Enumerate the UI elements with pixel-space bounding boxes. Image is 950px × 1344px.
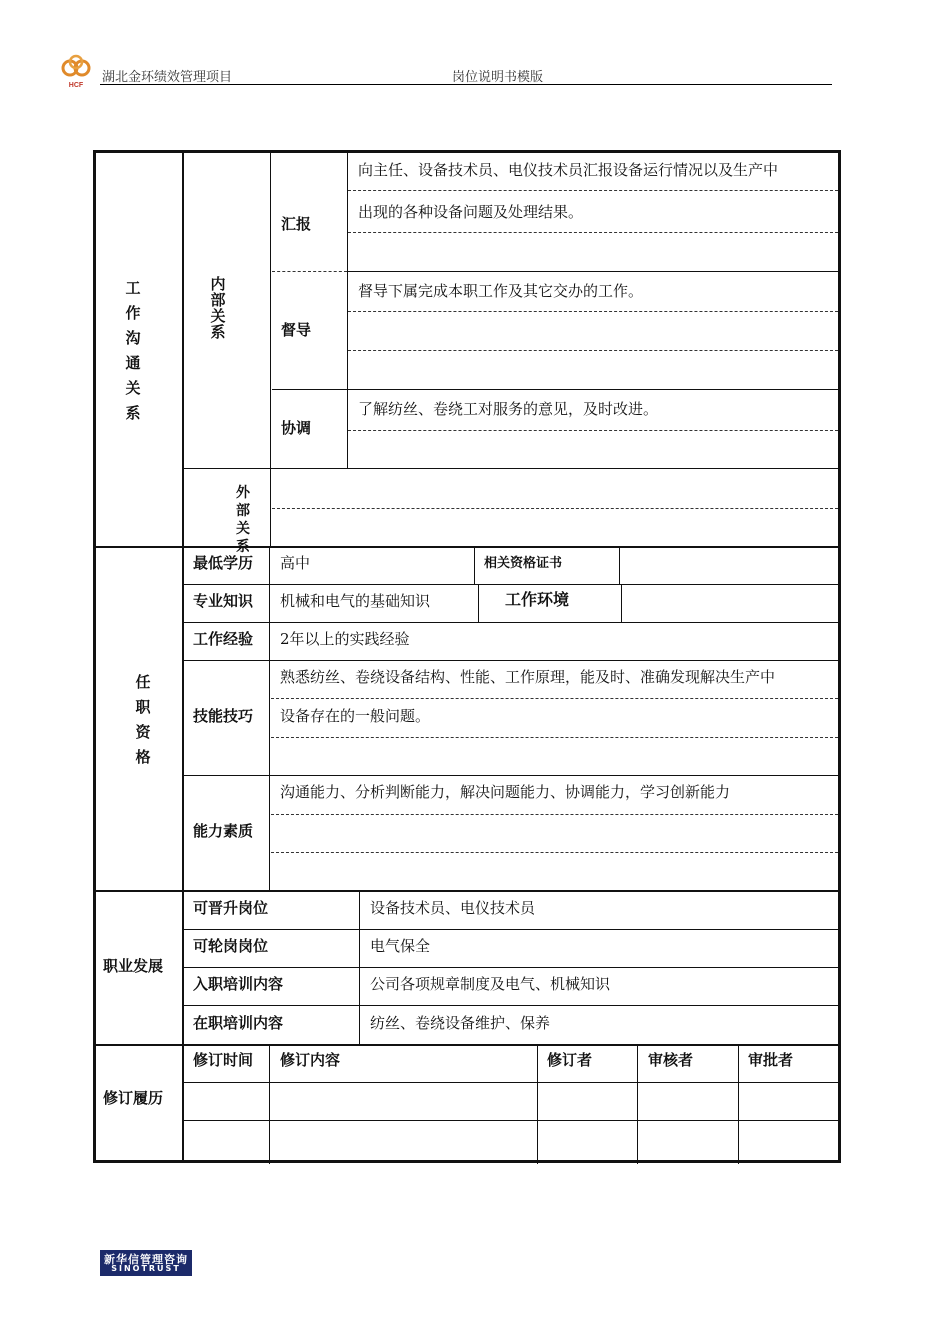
entry-training-label: 入职培训内容 [193,975,284,993]
promotion-label: 可晋升岗位 [193,899,269,917]
external-relations-label: 外部关系 [236,485,250,555]
hcf-logo [58,54,94,90]
knowledge-label: 专业知识 [193,592,254,610]
revision-section-label: 修订履历 [103,1089,164,1107]
revision-col-time: 修订时间 [193,1051,254,1069]
report-text-1: 向主任、设备技术员、电仪技术员汇报设备运行情况以及生产中 [358,161,779,179]
certificate-label: 相关资格证书 [484,556,563,571]
onjob-training-label: 在职培训内容 [193,1014,284,1032]
project-name: 湖北金环绩效管理项目 [102,70,233,85]
rotation-label: 可轮岗岗位 [193,937,269,955]
skills-label: 技能技巧 [193,707,254,725]
entry-training-value: 公司各项规章制度及电气、机械知识 [370,975,611,993]
skills-text-1: 熟悉纺丝、卷绕设备结构、性能、工作原理，能及时、准确发现解决生产中 [280,668,776,686]
supervise-label: 督导 [281,321,312,339]
work-environment-label: 工作环境 [505,590,570,609]
qualification-section-label: 任职资格 [135,673,151,766]
logo-text: HCF [68,82,84,89]
internal-relations-label: 内部关系 [210,275,226,341]
promotion-value: 设备技术员、电仪技术员 [370,899,536,917]
communication-section-label: 工作沟通关系 [125,279,141,422]
skills-text-2: 设备存在的一般问题。 [280,707,431,725]
education-value: 高中 [280,554,311,572]
experience-label: 工作经验 [193,630,254,648]
report-text-2: 出现的各种设备问题及处理结果。 [358,203,584,221]
revision-col-content: 修订内容 [280,1051,341,1069]
revision-col-reviser: 修订者 [547,1051,593,1069]
footer-logo-cn: 新华信管理咨询 [104,1253,188,1266]
sinotrust-logo [100,1250,192,1276]
experience-value: 2年以上的实践经验 [280,630,410,648]
doc-title: 岗位说明书模版 [452,70,544,85]
revision-col-approver: 审批者 [748,1051,794,1069]
footer-logo-en: SINOTRUST [111,1264,181,1273]
ability-text: 沟通能力、分析判断能力，解决问题能力、协调能力，学习创新能力 [280,783,731,801]
rotation-value: 电气保全 [370,937,431,955]
ability-label: 能力素质 [193,822,254,840]
education-label: 最低学历 [193,554,254,572]
career-section-label: 职业发展 [103,957,164,975]
report-label: 汇报 [281,215,312,233]
coordinate-text: 了解纺丝、卷绕工对服务的意见，及时改进。 [358,400,659,418]
onjob-training-value: 纺丝、卷绕设备维护、保养 [370,1014,551,1032]
coordinate-label: 协调 [281,419,312,437]
header-rule [100,84,832,85]
revision-col-reviewer: 审核者 [648,1051,694,1069]
knowledge-value: 机械和电气的基础知识 [280,592,431,610]
supervise-text: 督导下属完成本职工作及其它交办的工作。 [358,282,644,300]
